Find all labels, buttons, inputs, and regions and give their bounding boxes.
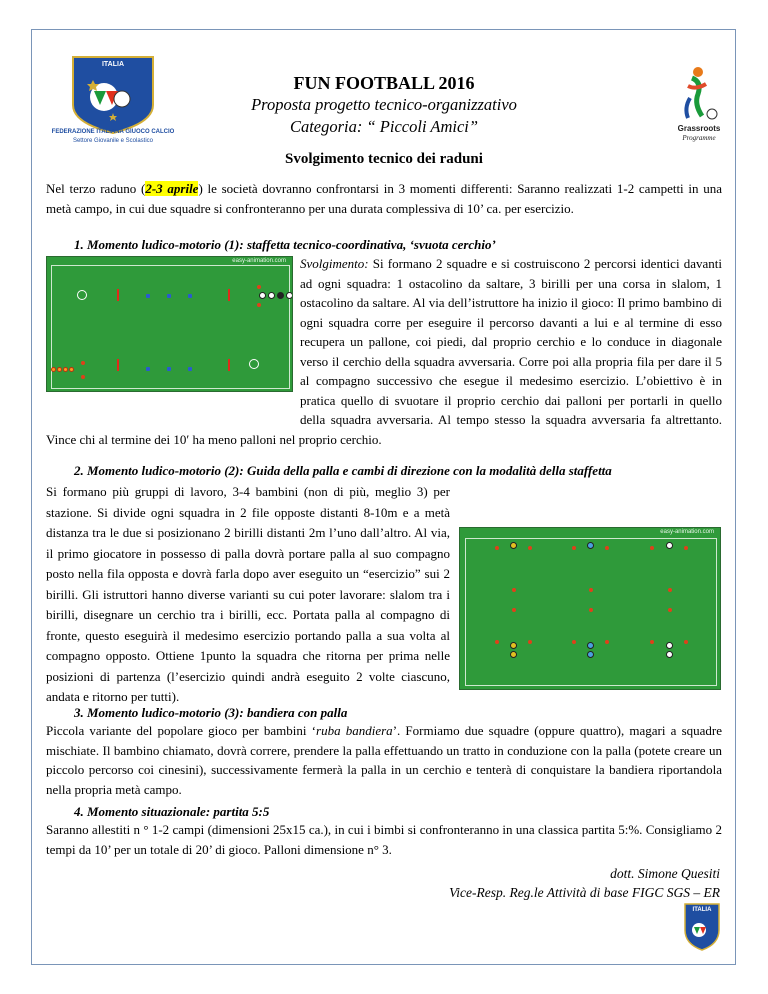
section-1-heading: 1. Momento ludico-motorio (1): staffetta tecnico-coordinativa, ‘svuota cerchio’ (74, 237, 496, 252)
grassroots-line2: Programme (682, 134, 716, 142)
section-4-text: Saranno allestiti n ° 1-2 campi (dimensioni 25x15 ca.), in cui i bimbi si confronteranno in una classica partita 5:%. Consigliamo 2 tempi da 10’ per un totale di 20’ di gioco. Palloni dimensione n° 3. (46, 822, 722, 857)
diagram-spacer (450, 523, 722, 560)
section-2-heading: 2. Momento ludico-motorio (2): Guida della palla e cambi di direzione con la modalità della staffetta (74, 463, 612, 478)
uefa-grassroots-logo (668, 64, 730, 150)
figc-logo-top-text: ITALIA (101, 61, 125, 68)
diagram-spacer (46, 254, 300, 428)
grassroots-line1: Grassroots (677, 124, 721, 133)
italia-badge-text: ITALIA (692, 907, 712, 913)
diagram-spacer (450, 560, 722, 710)
diagram-site-label: easy-animation.com (232, 258, 286, 264)
figc-logo-caption-1: FEDERAZIONE ITALIANA GIUOCO CALCIO (51, 129, 175, 135)
figc-logo (38, 55, 188, 150)
figc-shield-icon (38, 55, 188, 150)
document-category: Categoria: “ Piccoli Amici” (289, 117, 479, 136)
section-3-text: Piccola variante del popolare gioco per bambini ‘ruba bandiera’. Formiamo due squadre (oppure quattro), magari a squadre mischiate. Il bambino chiamato, dovrà correre, prendere la palla effettuando un tratto in conduzione con la palla (potete creare un piccolo percorso coi cinesini), successivamente fermerà la palla in un cerchio e tenterà di conquistare la bandiera riportandola nella propria metà campo. (46, 723, 723, 797)
figc-logo-caption-2: Settore Giovanile e Scolastico (72, 138, 154, 144)
italia-badge (683, 902, 721, 952)
document-subtitle: Proposta progetto tecnico-organizzativo (251, 95, 517, 114)
signature-name: dott. Simone Quesiti (610, 866, 720, 881)
section-4-heading: 4. Momento situazionale: partita 5:5 (74, 804, 270, 819)
grassroots-player-icon (668, 64, 730, 124)
date-highlight: 2-3 aprile (145, 181, 199, 196)
document-title: FUN FOOTBALL 2016 (293, 73, 475, 93)
section-2-text: Si formano più gruppi di lavoro, 3-4 bambini (non di più, meglio 3) per stazione. Si divide ogni squadra in 2 file opposte distanti 8-10m e a metà distanza tra le due si posizionano 2 birilli distanti 2m l’uno dall’altro. Al via, il primo giocatore in possesso di palla dovrà portare palla al suo compagno posto nella fila opposta e dovrà farla dopo aver eseguito un “esercizio” sui 2 birilli. Gli istruttori hanno diverse varianti su cui poter lavorare: slalom tra i birilli, disegnare un cerchio tra i birilli, ecc. Portata palla al compagno di fronte, questo eseguirà il medesimo esercizio portando palla a sua volta al compagno opposto. Ottiene 1punto la squadra che ritorna per prima nelle posizioni di partenza (l’esercizio quindi andrà eseguito 2 volte ciascuno, andata e ritorno per tutti). (46, 482, 722, 710)
section-title: Svolgimento tecnico dei raduni (285, 151, 483, 167)
section-1-text: Svolgimento: Si formano 2 squadre e si costruiscono 2 percorsi identici davanti ad ogni squadra: 1 ostacolino da saltare, 3 birilli per una corsa in slalom, 1 ostacolino da saltare. Al via dell’istruttore ha inizio il gioco: Il primo bambino di ogni squadra corre per eseguire il percorso davanti a lui e al termine di esso recupera un pallone, coi piedi, dal proprio cerchio e lo conduce in diagonale verso il cerchio della squadra avversaria. Corre poi alla propria fila per dare il 5 al compagno successivo che esegue il medesimo esercizio. L’obiettivo è in pratica quello di svuotare il proprio cerchio dai palloni per portarli in quello della squadra avversaria. Al tempo stesso la squadra avversaria fa altrettanto. Vince chi al termine dei 10′ ha meno palloni nel proprio cerchio. (46, 256, 722, 447)
section-1-lead: Svolgimento: (300, 256, 369, 271)
diagram-site-label: easy-animation.com (660, 529, 714, 535)
intro-paragraph: Nel terzo raduno (2-3 aprile) le società dovranno confrontarsi in 3 momenti differenti: Saranno realizzati 1-2 campetti in una metà campo, in cui due squadre si confronteranno per una durata complessiva di 10’ ca. per esercizio. (46, 181, 722, 216)
section-3-heading: 3. Momento ludico-motorio (3): bandiera con palla (74, 705, 348, 720)
signature-role: Vice-Resp. Reg.le Attività di base FIGC SGS – ER (449, 885, 720, 900)
